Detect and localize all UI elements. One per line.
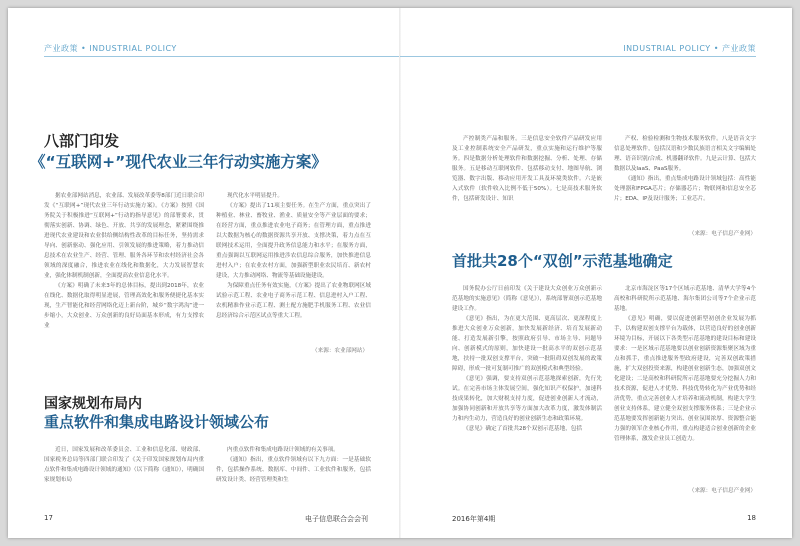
paragraph: 《意见》明确，要以促进创新型初创企业发展为抓手，以构建双创支撑平台为载体，以营造良好的创业创新环境为目标，开展以下各类型示范基地的建设目标和建设要求：一是区域示范基地要以创业创新资源集聚区域为重点和抓手，重点推进服务型政府建设，完善双创政策措施，扩大双创投资来源，构建创业创新生态，加强双创文化建设；二是高校和科研院所示范基地要充分挖掘人力和技术资源，促进人才优势、科技优势转化为产业优势和经济优势，重点完善创业人才培养和流动机制，构建大学生创业支持体系，建立健全双创支撑服务体系；三是企业示范基地要发挥创新能力突出、创业氛围浓厚、资源整合能力强的领军企业核心作用，重点构建适合创业创新的企业管理体系，激发企业员工创造力。	[614, 316, 756, 442]
paragraph: 《通知》指出，重点软件领域有以下九方面：一是基础软件，包括操作系统、数据库、中间件、工业软件和服务，包括研发设计类、经营管理类和生	[216, 457, 371, 483]
article-column	[614, 134, 756, 204]
paragraph: 北京市海淀区等17个区域示范基地、清华大学等4个高校和科研院所示范基地、海尔集团公司等7个企业示范基地。	[614, 286, 756, 312]
article-title-line2: 《“互联网+”现代农业三年行动实施方案》	[30, 153, 327, 171]
source-note: （来源：电子信息产业网）	[688, 488, 756, 494]
paragraph: 《方案》提出了11项主要任务。在生产方面，重点突出了种植业、林业、畜牧业、渔业、质量安全等产业层面的要求；在经营方面，重点推进农业电子商务；在管理方面，重点推进以大数据为核心的数据资源共享开放、支撑决策，着力点在互联网技术运用，全面提升政务信息能力和水平；在服务方面，重点强调以互联网运用推进涉农信息综合服务，加快推进信息进村入户；在农业农村方面，加强新型职业农民培育、新农村建设，大力推动网络、物流等基础设施建设。	[216, 203, 371, 279]
publication-name: 电子信息联合会会刊	[305, 515, 368, 523]
page-number: 18	[747, 514, 756, 522]
paragraph: 现代化水平明显提升。	[227, 193, 283, 199]
left-header	[44, 42, 400, 54]
article-column	[452, 134, 602, 204]
paragraph: 《意见》指出，为在更大范围、更高层次、更深程度上推进大众创业万众创新，加快发展新经济、培育发展新动能、打造发展新引擎，按照政府引导、市场主导、问题导向、创新模式的原则，加快建设一批高水平的双创示范基地，扶持一批双创支撑平台，突破一批阻碍双创发展的政策障碍，形成一批可复制可推广的双创模式和典型经验。	[452, 316, 602, 372]
article-column	[216, 445, 371, 485]
header-divider	[400, 56, 756, 57]
paragraph: 《意见》强调，要支持双创示范基地探索创新，先行先试。在完善市场主体发展空间，强化知识产权保护，加速科技成果转化，加大财税支持力度，促进创业创新人才流动，加强协同创新和开放共享等方面加大改革力度，激发体制活力和内生动力，营造良好的创业创新生态和政策环境。	[452, 376, 602, 422]
left-page	[8, 8, 400, 538]
article-title-line1: 八部门印发	[44, 132, 120, 150]
issue-label: 2016年第4期	[452, 515, 496, 523]
article-column	[44, 191, 204, 331]
paragraph: 国务院办公厅日前印发《关于建设大众创业万众创新示范基地的实施意见》（简称《意见》），系统部署双创示范基地建设工作。	[452, 286, 602, 312]
source-note: （来源：农业部网站）	[312, 348, 368, 354]
article-column	[216, 191, 371, 321]
page-number: 17	[44, 514, 53, 522]
paragraph: 《意见》确定了首批共28个双创示范基地，包括	[463, 426, 582, 432]
header-divider	[44, 56, 400, 57]
article-column	[44, 445, 204, 485]
paragraph: 《通知》指出，重点集成电路设计领域包括：高性能处理器和FPGA芯片；存储器芯片；物联网和信息安全芯片；EDA、IP及设计服务；工业芯片。	[614, 176, 756, 202]
paragraph: 内重点软件和集成电路设计领域的有关事项。	[227, 447, 339, 453]
section-label: INDUSTRIAL POLICY • 产业政策	[623, 43, 756, 53]
article-title-line1: 国家规划布局内	[44, 396, 142, 412]
article-title-line2: 重点软件和集成电路设计领域公布	[44, 413, 270, 431]
paragraph: 产权、检验检测和生物技术服务软件。八是语音文字信息处理软件，包括汉语和少数民族语言相关文字编辑处理、语音识别/合成、机器翻译软件。九是云计算、包括大数据以及IaaS、PaaS服务。	[614, 136, 756, 172]
paragraph: 据农业部网站消息，农业部、发展改革委等8部门近日联合印发《“互联网+”现代农业三年行动实施方案》。《方案》按照《国务院关于积极推进“互联网+”行动的指导意见》的部署要求，贯彻落实创新、协调、绿色、开放、共享的发展理念，紧紧围绕推进现代农业建设和农业供给侧结构性改革的目标任务，坚持需求导向、创新驱动、强化应用、引领发展的推进策略，着力推动信息技术在农业生产、经营、管理、服务各环节和农村经济社会各领域的深度融合，推进农业在线化和数据化，大力发展智慧农业，强化体制机制创新，全面提高农业信息化水平。	[44, 193, 204, 279]
article-column	[614, 284, 756, 444]
right-page	[400, 8, 792, 538]
right-header	[400, 42, 756, 54]
paragraph: 为保障重点任务有效实施，《方案》提出了农业物联网区域试验示范工程、农业电子商务示范工程、信息进村入户工程、农机精准作业示范工程、测土配方施肥手机服务工程、农业信息经济综合示范区试点等重大工程。	[216, 283, 371, 319]
source-note: （来源：电子信息产业网）	[688, 231, 756, 237]
paragraph: 近日，国家发展和改革委员会、工业和信息化部、财政部、国家税务总局等四部门联合印发了《关于印发国家规划布局内重点软件和集成电路设计领域的通知》（以下简称《通知》），明确国家规划布局	[44, 447, 204, 483]
article-column	[452, 284, 602, 434]
paragraph: 产控制类产品和服务。三是信息安全软件产品研发应用及工业控制系统安全产品研发，重点实施和运行维护等服务。四是数据分析处理软件和数据挖掘、分析、处理、存储服务。五是移动互联网软件、包括移动支付、地图导航、浏览器、数字出版、移动应用开发工具及环境类软件。六是嵌入式软件（软件收入比例不低于50%）。七是高技术服务软件，包括研发设计、知识	[452, 136, 602, 202]
section-label: 产业政策 • INDUSTRIAL POLICY	[44, 43, 177, 53]
paragraph: 《方案》明确了未来3年的总体目标，提出到2018年，农业在线化、数据化取得明显进展，管理高效化和服务便捷化基本实现，生产智能化和经营网络化迈上新台阶，城乡“数字鸿沟”进一步缩小，大众创业、万众创新的良好局面基本形成，有力支撑农业	[44, 283, 204, 329]
article-title: 首批共28个“双创”示范基地确定	[452, 252, 673, 270]
magazine-spread	[8, 8, 792, 538]
